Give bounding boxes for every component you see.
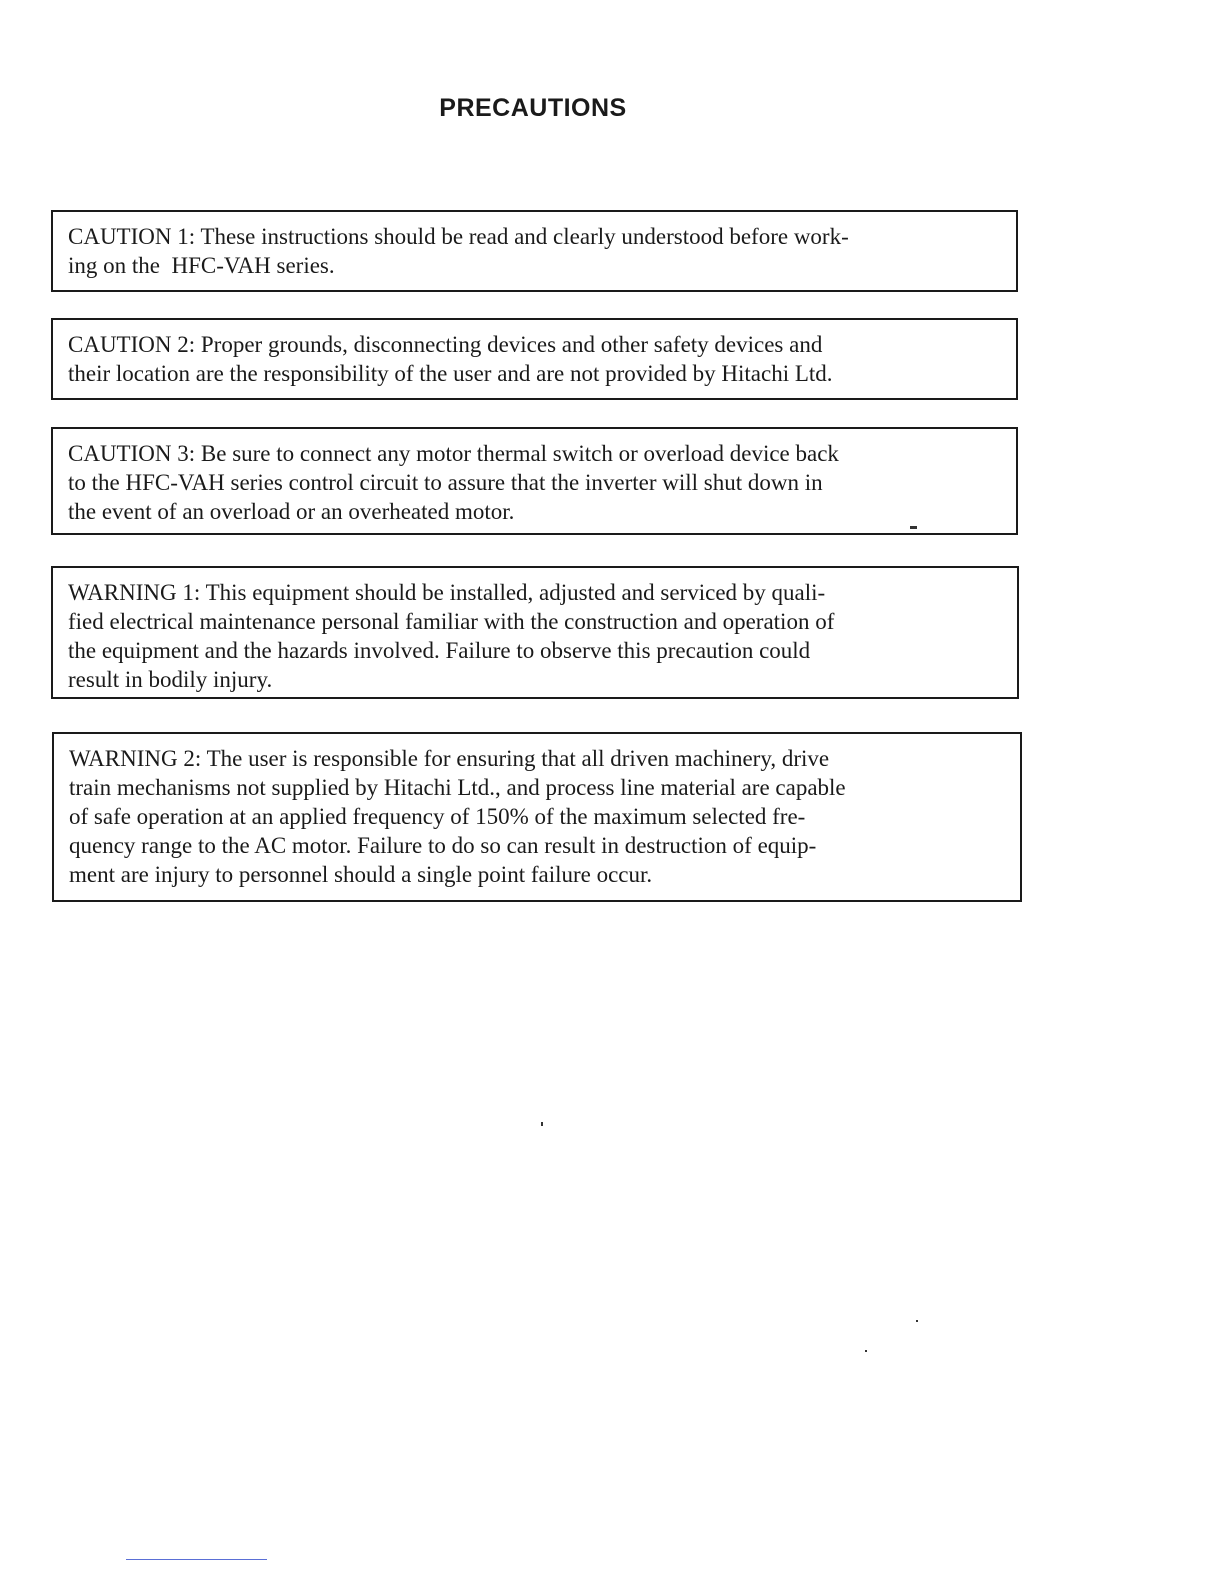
page-title: PRECAUTIONS [439, 94, 627, 122]
notice-line [68, 578, 1003, 607]
notice-text: The user is responsible for ensuring that all driven machinery, drive [201, 746, 830, 771]
notice-text: Proper grounds, disconnecting devices and other safety devices and [195, 332, 823, 357]
notice-line: fied electrical maintenance personal familiar with the construction and operation of [68, 609, 835, 634]
notice-line: to the HFC-VAH series control circuit to assure that the inverter will shut down in [68, 470, 823, 495]
notice-text: Be sure to connect any motor thermal switch or overload device back [195, 441, 839, 466]
notice-line [68, 330, 1002, 359]
scan-speck [541, 1122, 543, 1126]
notice-line: quency range to the AC motor. Failure to do so can result in destruction of equip- [69, 833, 817, 858]
caution-3-box [51, 427, 1018, 535]
scan-speck [910, 526, 917, 529]
notice-line: result in bodily injury. [68, 667, 273, 692]
notice-line: of safe operation at an applied frequency of 150% of the maximum selected fre- [69, 804, 806, 829]
caution-2-box [51, 318, 1018, 400]
notice-label: WARNING 1: [68, 580, 201, 605]
notice-label: WARNING 2: [69, 746, 202, 771]
scan-speck [865, 1350, 867, 1352]
notice-line [68, 222, 1002, 251]
warning-1-box [51, 566, 1019, 699]
notice-label: CAUTION 3: [68, 441, 196, 466]
notice-line: train mechanisms not supplied by Hitachi Ltd., and process line material are capable [69, 775, 846, 800]
notice-line: the event of an overload or an overheated motor. [68, 499, 515, 524]
caution-1-box [51, 210, 1018, 292]
notice-label: CAUTION 1: [68, 224, 196, 249]
notice-line [68, 439, 1002, 468]
notice-text: These instructions should be read and clearly understood before work- [195, 224, 849, 249]
notice-line: their location are the responsibility of the user and are not provided by Hitachi Ltd. [68, 361, 833, 386]
scan-speck [916, 1320, 918, 1322]
notice-line: ing on the HFC-VAH series. [68, 253, 335, 278]
notice-label: CAUTION 2: [68, 332, 196, 357]
notice-line: ment are injury to personnel should a single point failure occur. [69, 862, 653, 887]
notice-line: the equipment and the hazards involved. Failure to observe this precaution could [68, 638, 811, 663]
notice-line [69, 744, 1006, 773]
footer-rule [126, 1559, 267, 1560]
warning-2-box [52, 732, 1022, 902]
notice-text: This equipment should be installed, adjusted and serviced by quali- [200, 580, 826, 605]
